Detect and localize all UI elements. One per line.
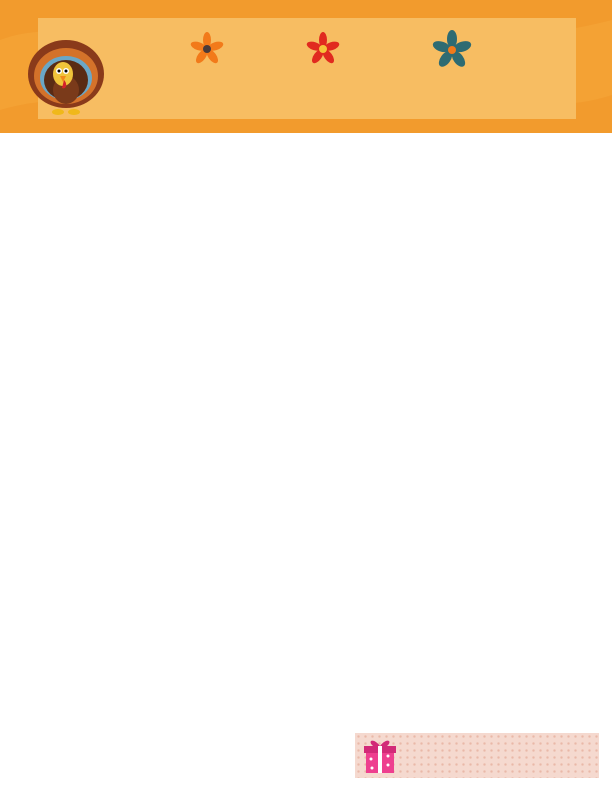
turkey-icon (26, 38, 106, 118)
teal-flower-icon (432, 30, 472, 70)
gift-box-icon (363, 737, 397, 775)
red-flower-icon (306, 32, 340, 66)
footer-badge (355, 733, 599, 778)
header-banner (0, 0, 612, 133)
orange-flower-icon (190, 32, 224, 66)
